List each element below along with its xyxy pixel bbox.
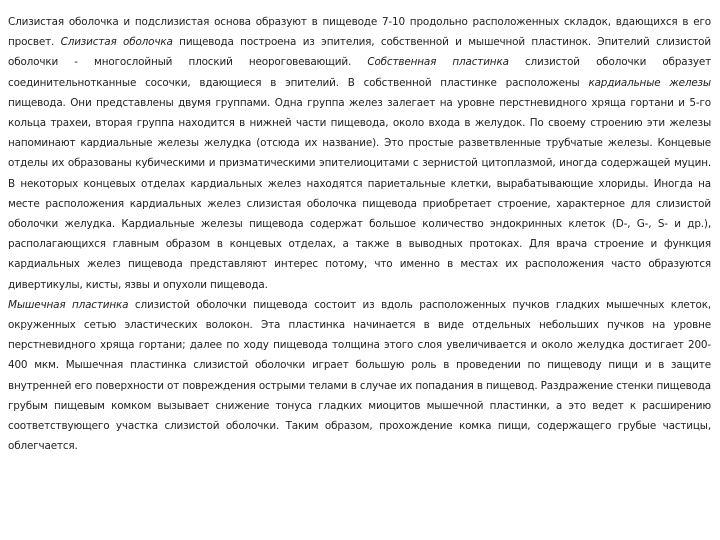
text-run: слизистой оболочки пищевода состоит из вдоль расположенных пучков гладких мышечных клеток, окруженных сетью эластических волокон. Эта пластинка начинается в виде отдельных небольших пучков на уровне перстневидного хряща гортани; далее по ходу пищевода толщина этого слоя увеличивается и около желудка достигает 200-400 мкм. Мышечная пластинка слизистой оболочки играет большую роль в проведении по пищеводу пищи и в защите внутренней его поверхности от повреждения острыми телами в случае их попадания в пищевод. Раздражение стенки пищевода грубым пищевым комком вызывает снижение тонуса гладких миоцитов мышечной пластинки, а это ведет к расширению соответствующего участка слизистой оболочки. Таким образом, прохождение комка пищи, содержащего грубые частицы, облегчается. (8, 298, 711, 453)
term-muscularis-mucosae: Мышечная пластинка (8, 298, 129, 311)
body-text (8, 12, 711, 456)
term-mucosa: Слизистая оболочка (60, 36, 173, 49)
text-run: слизистой оболочки образует соединительнотканные сосочки, вдающиеся в эпителий. В собственной пластинке расположены (8, 56, 712, 89)
term-lamina-propria: Собственная пластинка (367, 56, 509, 69)
text-run: пищевода построена из эпителия, собственной и мышечной пластинок. Эпителий слизистой оболочки - многослойный плоский неороговевающий. (8, 36, 711, 69)
paragraph-muscularis-mucosae (8, 295, 711, 457)
term-cardiac-glands: кардиальные железы (588, 76, 711, 89)
text-run: пищевода. Они представлены двумя группами. Одна группа желез залегает на уровне перстневидного хряща гортани и 5-го кольца трахеи, вторая группа находится в нижней части пищевода, около входа в желудок. По своему строению эти железы напоминают кардиальные железы желудка (отсюда их название). Это простые разветвленные трубчатые железы. Концевые отделы их образованы кубическими и призматическими эпителиоцитами с зернистой цитоплазмой, иногда содержащей муцин. В некоторых концевых отделах кардиальных желез находятся париетальные клетки, вырабатывающие хлориды. Иногда на месте расположения кардиальных желез слизистая оболочка пищевода приобретает строение, характерное для слизистой оболочки желудка. Кардиальные железы пищевода содержат большое количество эндокринных клеток (D-, G-, S- и др.), располагающихся главным образом в концевых отделах, а также в выводных протоках. Для врача строение и функция кардиальных желез пищевода представляют интерес потому, что именно в местах их расположения часто образуются дивертикулы, кисты, язвы и опухоли пищевода. (8, 96, 711, 291)
paragraph-mucosa (8, 12, 711, 295)
text-run: Слизистая оболочка и подслизистая основа образуют в пищеводе 7-10 продольно расположенных складок, вдающихся в его просвет. (8, 16, 711, 49)
